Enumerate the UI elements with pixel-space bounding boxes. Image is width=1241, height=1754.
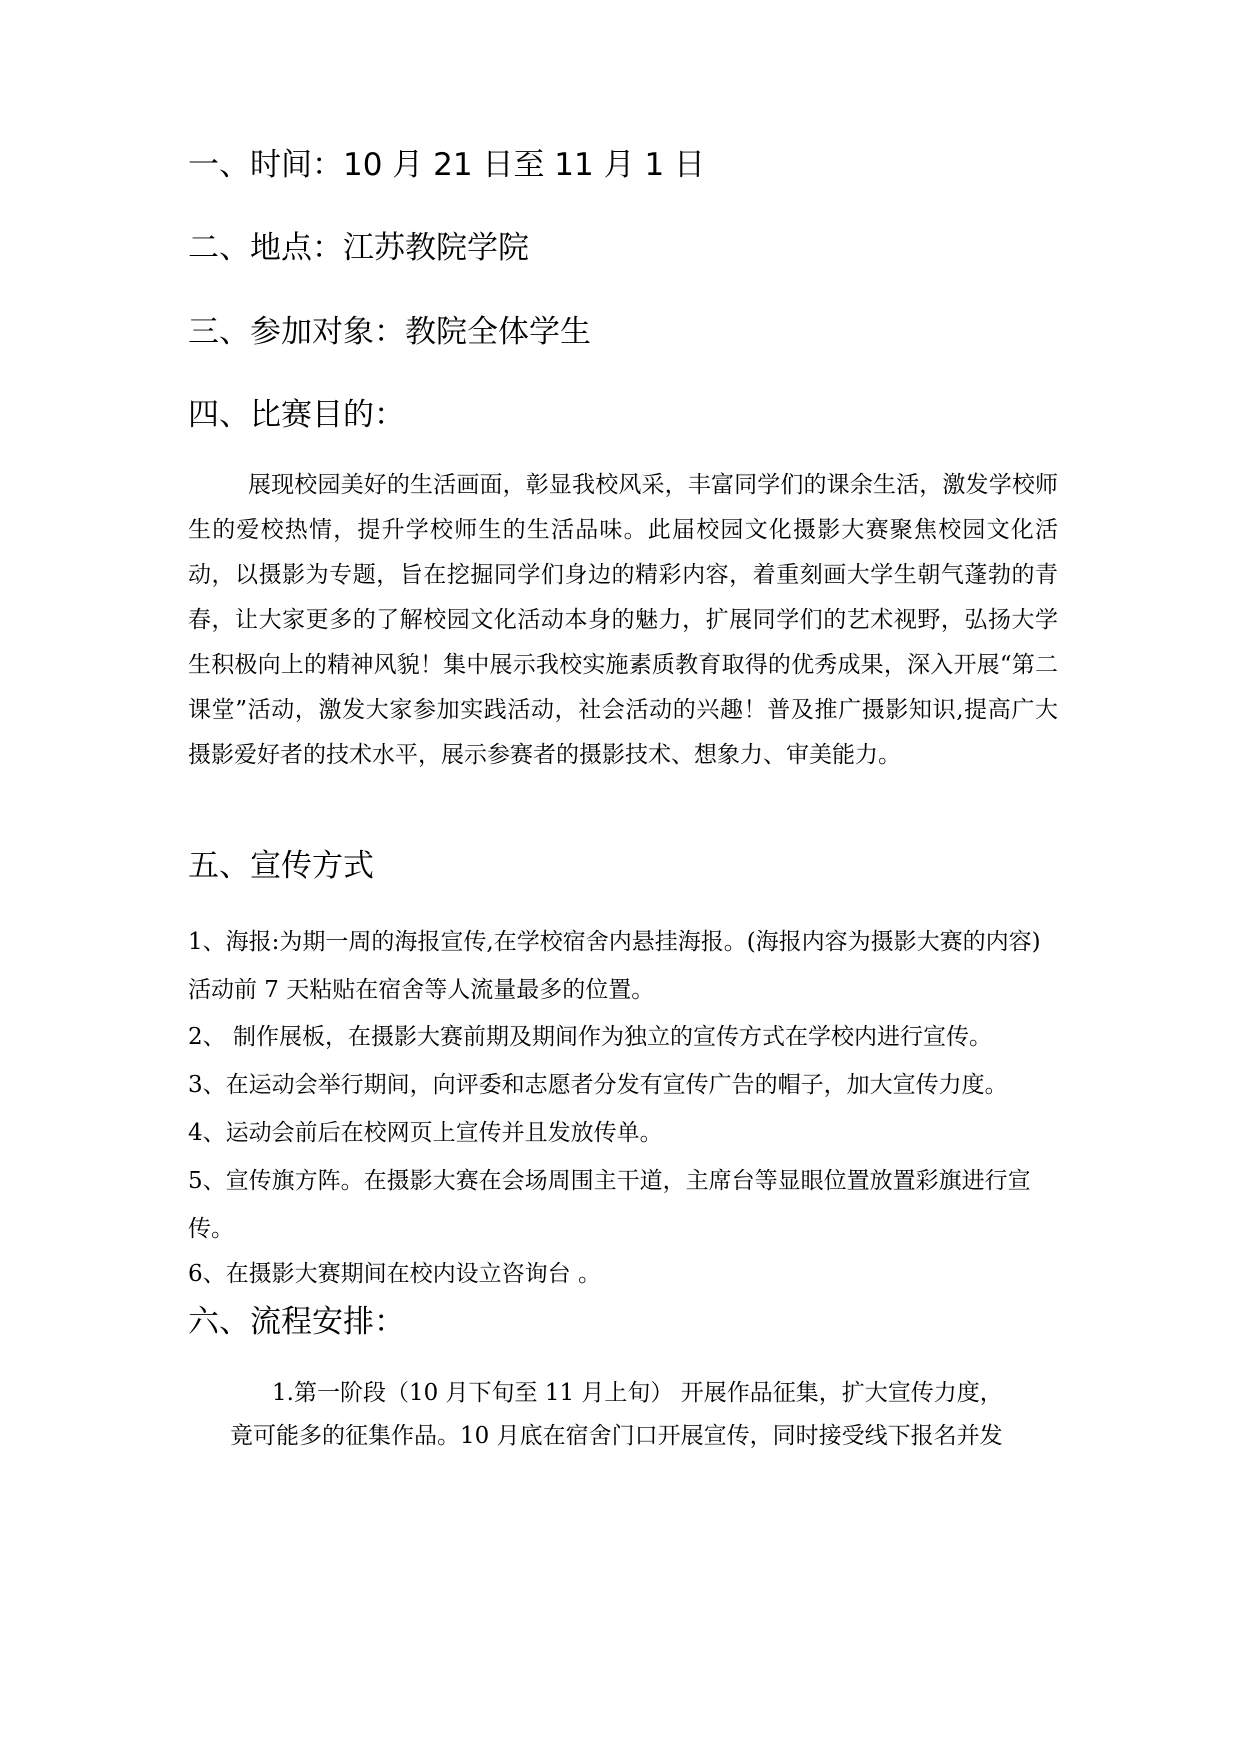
heading-time: 一、时间：10 月 21 日至 11 月 1 日: [188, 147, 706, 183]
promo-item-3: 3、在运动会举行期间，向评委和志愿者分发有宣传广告的帽子，加大宣传力度。: [188, 1072, 1008, 1098]
heading-participants: 三、参加对象：教院全体学生: [188, 314, 591, 350]
promo-item-2: 2、 制作展板，在摄影大赛前期及期间作为独立的宣传方式在学校内进行宣传。: [188, 1024, 992, 1050]
promo-item-4: 4、运动会前后在校网页上宣传并且发放传单。: [188, 1120, 663, 1146]
schedule-paragraph: [230, 1372, 1058, 1458]
promo-item-1: 1、海报:为期一周的海报宣传,在学校宿舍内悬挂海报。(海报内容为摄影大赛的内容)活动前 7 天粘贴在宿舍等人流量最多的位置。: [188, 929, 1041, 1003]
promo-item-5: 5、宣传旗方阵。在摄影大赛在会场周围主干道，主席台等显眼位置放置彩旗进行宣传。: [188, 1168, 1031, 1242]
schedule-line-2: 竟可能多的征集作品。10 月底在宿舍门口开展宣传，同时接受线下报名并发: [230, 1423, 1003, 1449]
heading-place: 二、地点：江苏教院学院: [188, 230, 529, 266]
heading-promotion: 五、宣传方式: [188, 848, 374, 884]
purpose-paragraph: 展现校园美好的生活画面，彰显我校风采，丰富同学们的课余生活，激发学校师生的爱校热情，提升学校师生的生活品味。此届校园文化摄影大赛聚焦校园文化活动，以摄影为专题，旨在挖掘同学们身边的精彩内容，着重刻画大学生朝气蓬勃的青春，让大家更多的了解校园文化活动本身的魅力，扩展同学们的艺术视野，弘扬大学生积极向上的精神风貌！集中展示我校实施素质教育取得的优秀成果，深入开展“第二课堂”活动，激发大家参加实践活动，社会活动的兴趣！普及推广摄影知识,提高广大摄影爱好者的技术水平，展示参赛者的摄影技术、想象力、审美能力。: [188, 472, 1058, 768]
heading-purpose: 四、比赛目的：: [188, 397, 405, 433]
schedule-line-1: 1.第一阶段（10 月下旬至 11 月上旬） 开展作品征集，扩大宣传力度，: [272, 1380, 1003, 1406]
promo-item-6: 6、在摄影大赛期间在校内设立咨询台 。: [188, 1261, 601, 1287]
heading-schedule: 六、流程安排：: [188, 1304, 405, 1340]
